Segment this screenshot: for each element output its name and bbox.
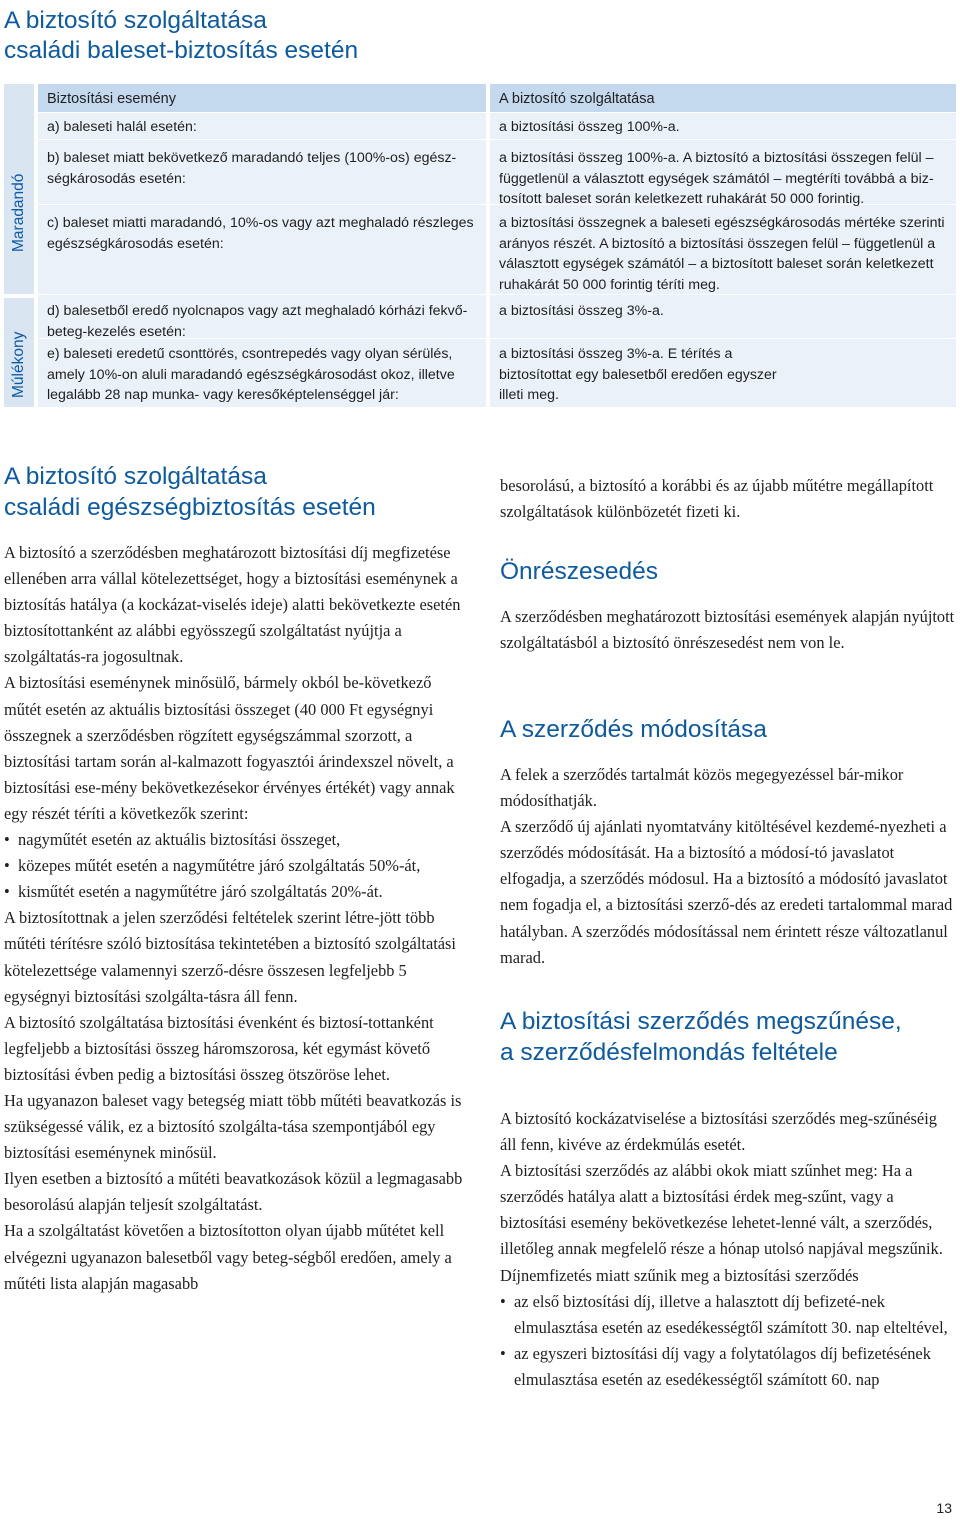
- deductible-body: [500, 604, 956, 656]
- surgery-benefit-list: [4, 827, 464, 905]
- row-divider: [490, 338, 956, 339]
- paragraph: Díjnemfizetés miatt szűnik meg a biztosítási szerződés: [500, 1265, 859, 1285]
- section-title-termination-line1: A biztosítási szerződés megszűnése,: [500, 1008, 902, 1035]
- table-header-event: Biztosítási esemény: [47, 91, 176, 107]
- list-item: • az első biztosítási díj, illetve a halasztott díj befizeté-nek elmulasztása esetén az esedékességtől számított 30. nap elteltével,: [500, 1289, 956, 1341]
- paragraph: A biztosítási szerződés az alábbi okok miatt szűnhet meg: Ha a szerződés hatálya alatt a biztosítási érdek meg-szűnt, vagy a biztosítási esemény bekövetkezése lehetet-lenné vált, a szerződés, illetőleg annak megfelelő része a hónap utolsó napjával megszűnik.: [500, 1161, 943, 1259]
- paragraph: A szerződő új ajánlati nyomtatvány kitöltésével kezdemé-nyezheti a szerződés módosítását. Ha a biztosító a módosí-tó javaslatot elfogadja, a szerződés módosul. Ha a biztosító a módosító javaslatot nem fogadja el, a biztosítási szerző-dés az eredeti tartalommal marad hatályban. A szerződés módosítással nem érintett része változatlanul marad.: [500, 817, 953, 967]
- termination-list: [500, 1289, 956, 1393]
- table-row-d-event: d) balesetből eredő nyolcnapos vagy azt meghaladó kórházi fekvő- beteg-kezelés esetén:: [47, 303, 468, 340]
- paragraph: A biztosítási eseménynek minősülő, bármely okból be-következő műtét esetén az aktuális biztosítási összeget (40 000 Ft egységnyi összegnek a szerződésben rögzített egységszámmal szorzott, a biztosítási tartam során al-kalmazott fogyasztói árindexszel növelt, a biztosítási ese-mény bekövetkezésekor érvényes értékét) vagy annak egy részét téríti a következők szerint:: [4, 673, 455, 823]
- table-row-c-benefit: a biztosítási összegnek a baleseti egészségkárosodás mértéke szerinti arányos részét. A biztosító a biztosítási összegen felül – függetlenül a választott egységek számától – a biztosított baleset során keletkezett ruhakárát 50 000 forintig téríti meg.: [499, 215, 945, 293]
- paragraph: Ilyen esetben a biztosító a műtéti beavatkozások közül a legmagasabb besorolású alapján teljesít szolgáltatást.: [4, 1169, 463, 1215]
- row-divider: [490, 139, 956, 140]
- table-vertical-divider: [34, 84, 38, 407]
- paragraph: besorolású, a biztosító a korábbi és az újabb műtétre megállapított szolgáltatások különbözetét fizeti ki.: [500, 476, 934, 522]
- row-divider: [38, 294, 486, 295]
- paragraph: A biztosítottnak a jelen szerződési feltételek szerint létre-jött több műtéti térítésre szóló biztosítása tekintetében a biztosító szolgáltatási kötelezettsége valamennyi szerző-désre összesen legfeljebb 5 egységnyi biztosítási szolgálta-tásra áll fenn.: [4, 908, 456, 1006]
- table-title: [4, 6, 564, 66]
- list-item: • közepes műtét esetén a nagyműtétre járó szolgáltatás 50%-át,: [4, 853, 464, 879]
- paragraph: A biztosító a szerződésben meghatározott biztosítási díj megfizetése ellenében arra vállal kötelezettséget, hogy a biztosítási eseménynek a biztosítás hatálya (a kockázat-viselés ideje) alatti bekövetkezte esetén biztosítottanként az alábbi egyösszegű szolgáltatást nyújtja a szolgáltatás-ra jogosultnak.: [4, 543, 461, 667]
- table-column-divider: [486, 84, 490, 407]
- paragraph: Ha a szolgáltatást követően a biztosítotton olyan újabb műtétet kell elvégezni ugyanazon balesetből vagy beteg-ségből eredően, amely a műtéti lista alapján magasabb: [4, 1221, 452, 1293]
- section-title-deductible: Önrészesedés: [500, 558, 658, 585]
- table-row-a-event: a) baleseti halál esetén:: [47, 119, 197, 135]
- table-row-e-benefit: a biztosítási összeg 3%-a. E térítés a biztosítottat egy balesetből eredően egyszer illeti meg.: [499, 346, 777, 403]
- table-row-b-benefit: a biztosítási összeg 100%-a. A biztosító a biztosítási összegen felül – függetlenül a választott egységek számától – megtéríti továbbá a biz- tosított baleset során keletkezett ruhakárát 50 000 forintig.: [499, 150, 934, 207]
- right-column-continuation: [500, 473, 956, 525]
- side-label-permanent: Maradandó: [10, 173, 27, 252]
- row-divider: [38, 204, 486, 205]
- left-column-body: [4, 540, 464, 1297]
- table-row-a-benefit: a biztosítási összeg 100%-a.: [499, 119, 680, 135]
- termination-body: [500, 1106, 956, 1393]
- paragraph: A szerződésben meghatározott biztosítási események alapján nyújtott szolgáltatásból a biztosító önrészesedést nem von le.: [500, 607, 955, 653]
- paragraph: A biztosító szolgáltatása biztosítási évenként és biztosí-tottanként legfeljebb a biztosítási összeg háromszorosa, két egymást követő biztosítási évben pedig a biztosítási összeg ötszöröse lehet.: [4, 1012, 434, 1084]
- amendment-body: [500, 762, 956, 971]
- table-side-divider: [4, 294, 34, 298]
- left-column-heading: [4, 461, 464, 523]
- paragraph: A felek a szerződés tartalmát közös megegyezéssel bár-mikor módosíthatják.: [500, 765, 904, 811]
- side-label-permanent-box: [4, 84, 34, 294]
- section-title-termination: [500, 1006, 956, 1068]
- row-divider: [490, 112, 956, 113]
- section-title-termination-line2: a szerződésfelmondás feltétele: [500, 1039, 838, 1066]
- table-row-e-event: e) baleseti eredetű csonttörés, csontrepedés vagy olyan sérülés, amely 10%-on aluli maradandó egészségkárosodást okoz, illetve legalább 28 nap munka- vagy keresőképtelenséggel jár:: [47, 346, 455, 403]
- list-item: • az egyszeri biztosítási díj vagy a folytatólagos díj befizetésének elmulasztása esetén az esedékességtől számított 60. nap: [500, 1341, 956, 1393]
- table-title-line1: A biztosító szolgáltatása: [4, 7, 267, 34]
- section-title-health-line2: családi egészségbiztosítás esetén: [4, 494, 376, 521]
- table-title-line2: családi baleset-biztosítás esetén: [4, 37, 359, 64]
- row-divider: [38, 139, 486, 140]
- benefit-table: [4, 84, 956, 407]
- paragraph: A biztosító kockázatviselése a biztosítási szerződés meg-szűnéséig áll fenn, kivéve az érdekmúlás esetét.: [500, 1109, 937, 1155]
- section-title-health-line1: A biztosító szolgáltatása: [4, 463, 267, 490]
- paragraph: Ha ugyanazon baleset vagy betegség miatt több műtéti beavatkozás is szükségessé válik, ez a biztosító szolgálta-tása szempontjából egy biztosítási eseménynek minősül.: [4, 1090, 462, 1163]
- table-header-benefit: A biztosító szolgáltatása: [499, 91, 655, 107]
- list-item: • kisműtét esetén a nagyműtétre járó szolgáltatás 20%-át.: [4, 879, 464, 905]
- page-number: 13: [936, 1500, 952, 1516]
- side-label-temporary: Múlékony: [10, 331, 27, 398]
- row-divider: [38, 112, 486, 113]
- list-item: • nagyműtét esetén az aktuális biztosítási összeget,: [4, 827, 464, 853]
- table-row-b-event: b) baleset miatt bekövetkező maradandó teljes (100%-os) egész- ségkárosodás esetén:: [47, 150, 457, 187]
- table-row-d-benefit: a biztosítási összeg 3%-a.: [499, 303, 664, 319]
- section-title-amendment: A szerződés módosítása: [500, 716, 767, 743]
- table-row-c-event: c) baleset miatti maradandó, 10%-os vagy azt meghaladó részleges egészségkárosodás esetén:: [47, 215, 474, 252]
- side-label-temporary-box: [4, 298, 34, 407]
